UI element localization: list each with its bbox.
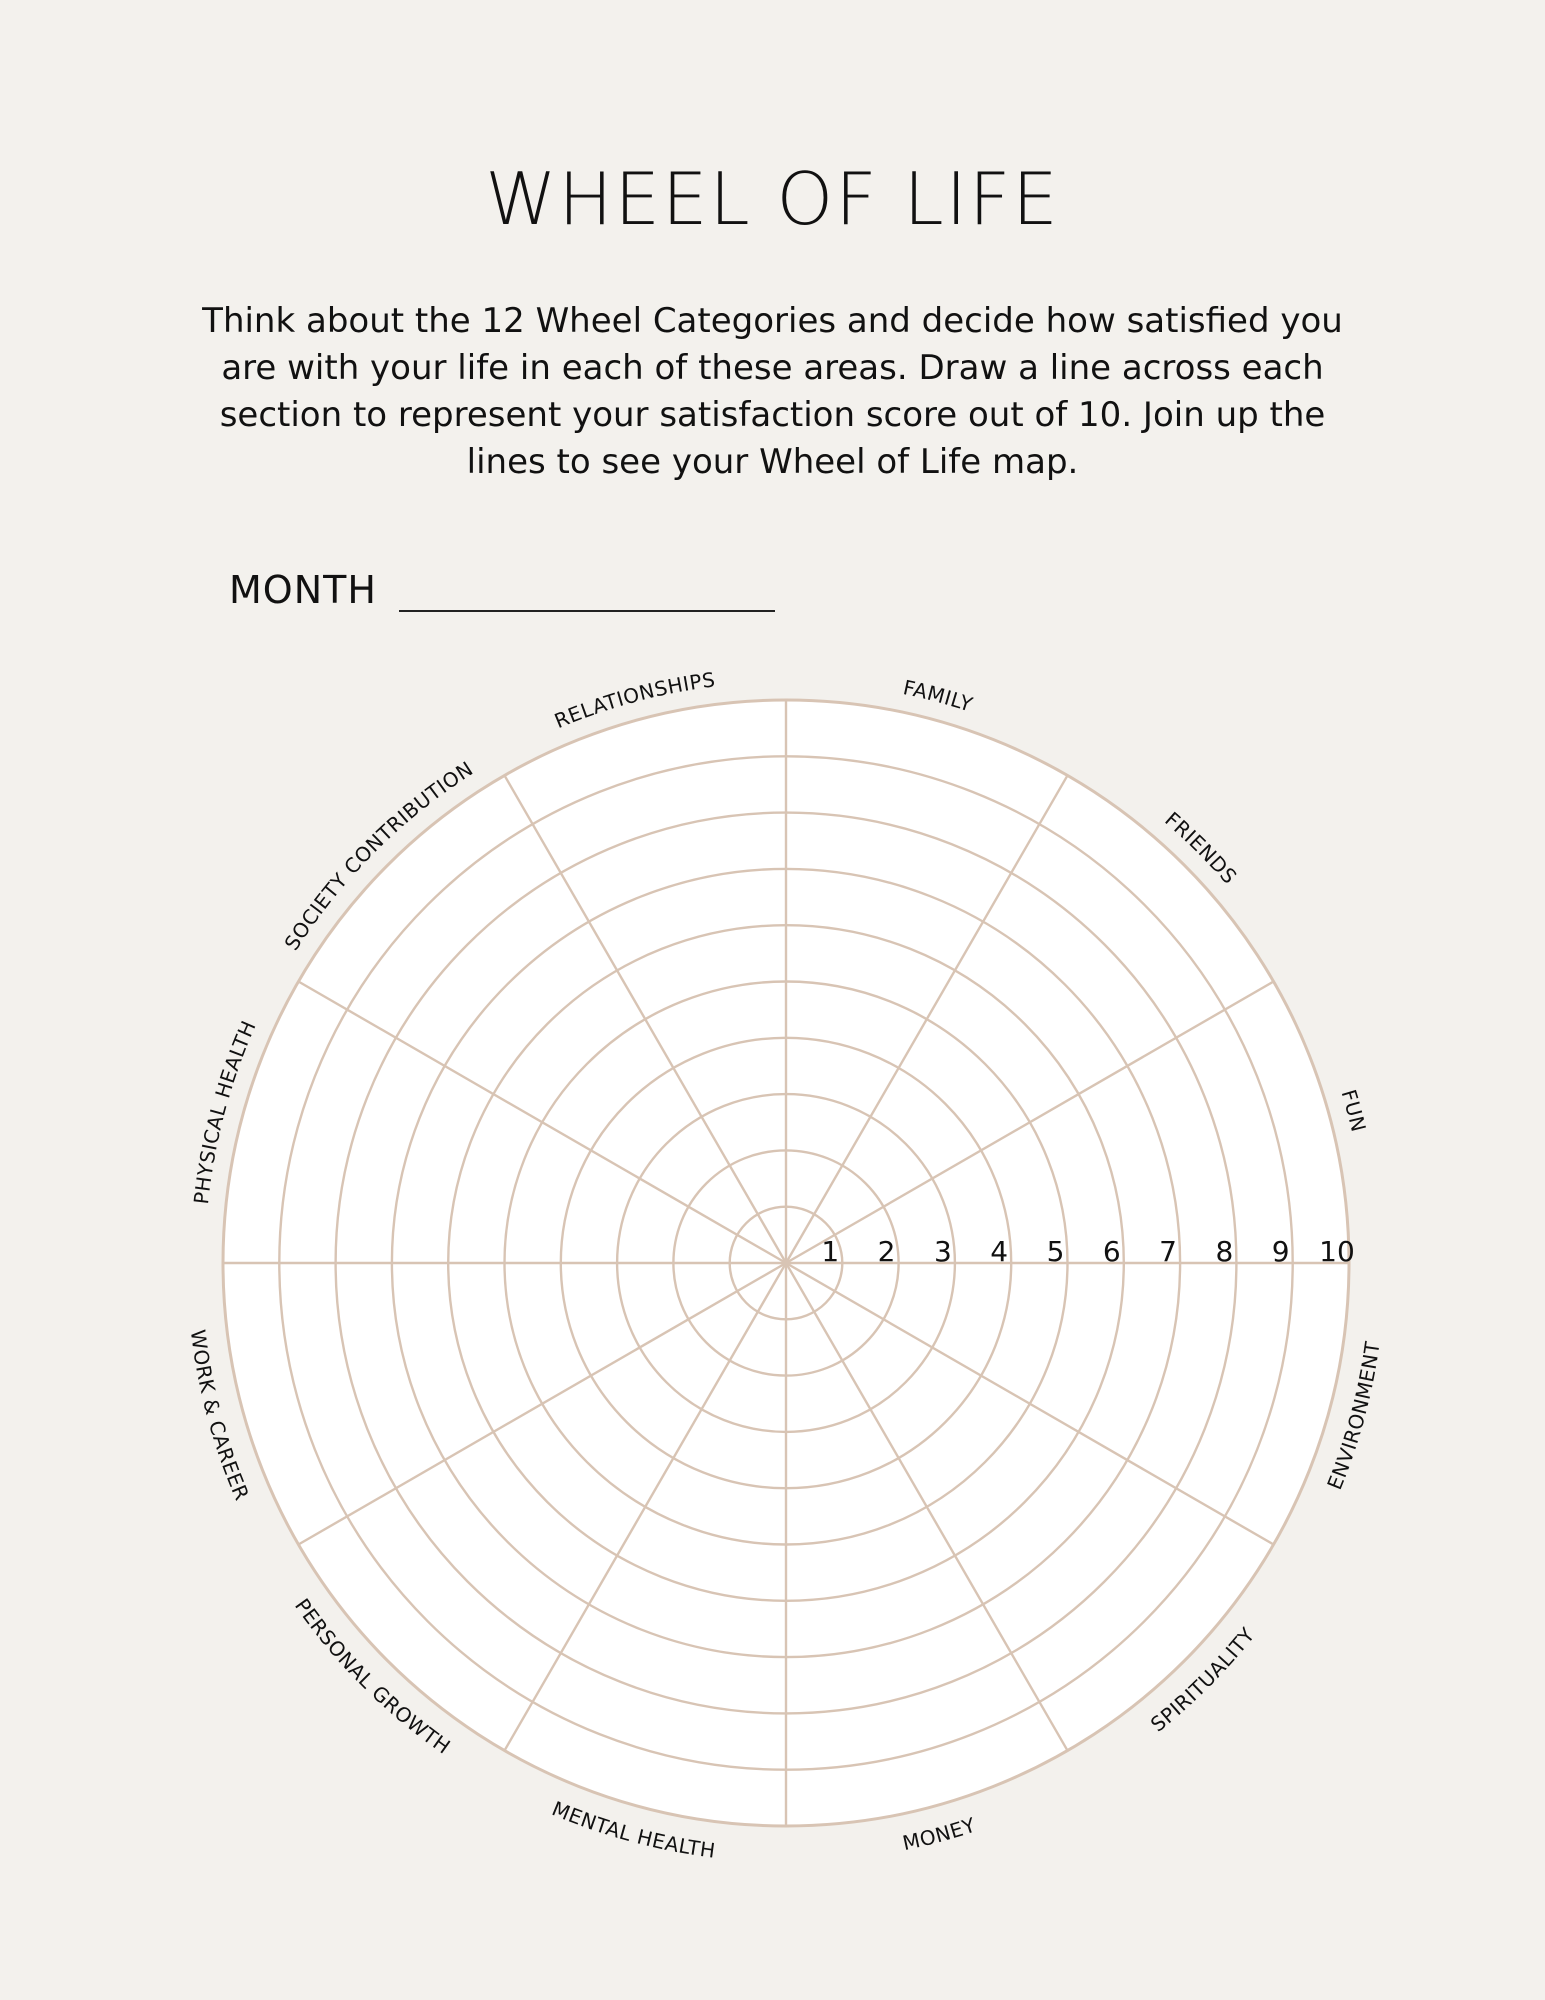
page-title: WHEEL OF LIFE <box>485 157 1060 241</box>
scale-label-2: 2 <box>877 1235 896 1268</box>
scale-label-10: 10 <box>1319 1235 1355 1268</box>
category-label-work-career: WORK & CAREER <box>185 1328 255 1505</box>
category-label-family: FAMILY <box>901 675 976 717</box>
category-label-spirituality: SPIRITUALITY <box>1145 1622 1260 1737</box>
category-label-fun: FUN <box>1336 1086 1371 1135</box>
category-label-friends: FRIENDS <box>1160 807 1242 889</box>
category-label-mental-health: MENTAL HEALTH <box>548 1796 718 1863</box>
scale-label-5: 5 <box>1046 1235 1065 1268</box>
category-label-society-contribution: SOCIETY CONTRIBUTION <box>279 756 478 955</box>
scale-label-4: 4 <box>990 1235 1009 1268</box>
scale-label-9: 9 <box>1271 1235 1290 1268</box>
scale-label-3: 3 <box>933 1235 952 1268</box>
scale-label-7: 7 <box>1159 1235 1178 1268</box>
scale-label-6: 6 <box>1102 1235 1121 1268</box>
category-label-personal-growth: PERSONAL GROWTH <box>290 1593 456 1759</box>
scale-label-8: 8 <box>1215 1235 1234 1268</box>
category-label-physical-health: PHYSICAL HEALTH <box>188 1016 261 1206</box>
category-label-environment: ENVIRONMENT <box>1322 1339 1385 1494</box>
category-label-relationships: RELATIONSHIPS <box>550 667 717 734</box>
instructions-text: Think about the 12 Wheel Categories and decide how satisfied you are with your life in each of these areas. Draw a line across each section to represent your satisfaction score out of 10. Join up the lines to see your Wheel of Life map. <box>202 301 1343 482</box>
scale-label-1: 1 <box>821 1235 840 1268</box>
month-label: MONTH <box>229 568 377 612</box>
category-label-money: MONEY <box>900 1812 979 1856</box>
